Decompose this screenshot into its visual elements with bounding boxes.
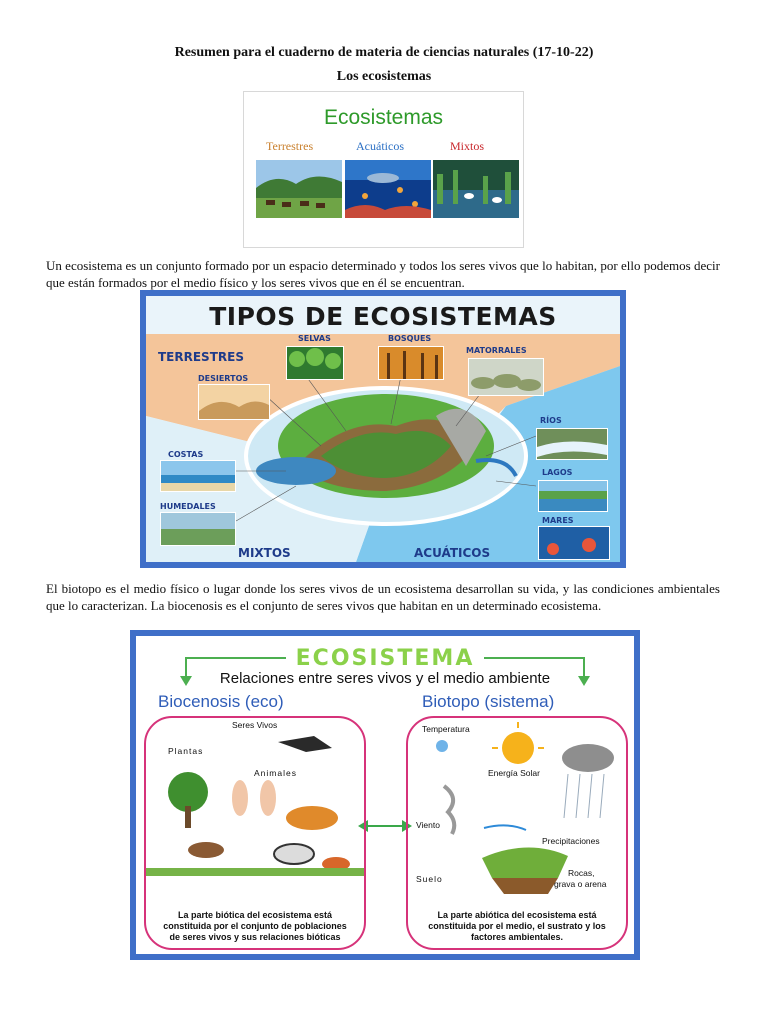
paragraph-biotopo: El biotopo es el medio físico o lugar donde los seres vivos de un ecosistema desarrollan su vida, y las condiciones ambientales que lo caracterizan. La biocenosis es el conjunto de seres vivos que habitan en un determinado ecosistema. <box>46 581 720 613</box>
label-temperatura: Temperatura <box>422 724 470 734</box>
tipos-inner <box>146 296 620 562</box>
label-plantas: Plantas <box>168 746 204 756</box>
biotopo-panel <box>406 716 628 950</box>
relaciones-inner <box>136 636 634 954</box>
document-subheading: Los ecosistemas <box>336 69 432 84</box>
region-mixtos: MIXTOS <box>238 546 291 560</box>
label-mares: MARES <box>542 516 574 525</box>
label-costas: COSTAS <box>168 450 204 459</box>
label-selvas: SELVAS <box>298 334 331 343</box>
label-lagos: LAGOS <box>542 468 573 477</box>
ecosistemas-figure <box>243 91 524 248</box>
biocenosis-panel <box>144 716 366 950</box>
label-energia-solar: Energía Solar <box>488 768 540 778</box>
biotopo-heading: Biotopo (sistema) <box>422 692 555 711</box>
region-acuaticos: ACUÁTICOS <box>414 546 491 560</box>
region-terrestres: TERRESTRES <box>158 350 244 364</box>
humedales-photo <box>160 512 236 546</box>
bosques-photo <box>378 346 444 380</box>
acuatico-photo <box>345 160 431 218</box>
figure2-title: TIPOS DE ECOSISTEMAS <box>209 302 557 331</box>
label-animales: Animales <box>254 768 297 778</box>
label-grava-arena: grava o arena <box>554 879 607 889</box>
label-matorrales: MATORRALES <box>466 346 527 355</box>
label-desiertos: DESIERTOS <box>198 374 249 383</box>
document-heading: Resumen para el cuaderno de materia de ciencias naturales (17-10-22) <box>174 45 594 60</box>
costas-photo <box>160 460 236 492</box>
tipos-ecosistemas-figure <box>140 290 626 568</box>
label-bosques: BOSQUES <box>388 334 432 343</box>
selvas-photo <box>286 346 344 380</box>
biocenosis-heading: Biocenosis (eco) <box>158 692 284 711</box>
label-humedales: HUMEDALES <box>160 502 216 511</box>
ecosistema-relaciones-figure <box>130 630 640 960</box>
figure1-title: Ecosistemas <box>323 106 444 129</box>
biocenosis-caption: La parte biótica del ecosistema está constituida por el conjunto de poblaciones de seres vivos y sus relaciones bióticas <box>163 910 347 942</box>
rios-photo <box>536 428 608 460</box>
mixto-photo <box>433 160 519 218</box>
matorrales-photo <box>468 358 544 396</box>
figure3-title: ECOSISTEMA <box>295 646 475 671</box>
lagos-photo <box>538 480 608 512</box>
label-suelo: Suelo <box>416 874 443 884</box>
label-mixtos: Mixtos <box>450 139 485 153</box>
label-rocas: Rocas, <box>568 868 595 878</box>
label-acuaticos: Acuáticos <box>356 139 404 153</box>
label-rios: RÍOS <box>540 416 562 425</box>
paragraph-ecosistema: Un ecosistema es un conjunto formado por un espacio determinado y todos los seres vivos que lo habitan, por ello podemos decir que están formados por el medio físico y los seres vivos que en él se encuentran. <box>46 258 720 290</box>
terrestre-photo <box>256 160 342 218</box>
desiertos-photo <box>198 384 270 420</box>
label-seres-vivos: Seres Vivos <box>232 720 278 730</box>
label-precipitaciones: Precipitaciones <box>542 836 600 846</box>
label-terrestres: Terrestres <box>266 139 314 153</box>
label-viento: Viento <box>416 820 440 830</box>
biotopo-caption: La parte abiótica del ecosistema está constituida por el medio, el sustrato y los factores ambientales. <box>428 910 606 942</box>
mares-photo <box>538 526 610 560</box>
figure3-subtitle: Relaciones entre seres vivos y el medio ambiente <box>219 670 551 687</box>
